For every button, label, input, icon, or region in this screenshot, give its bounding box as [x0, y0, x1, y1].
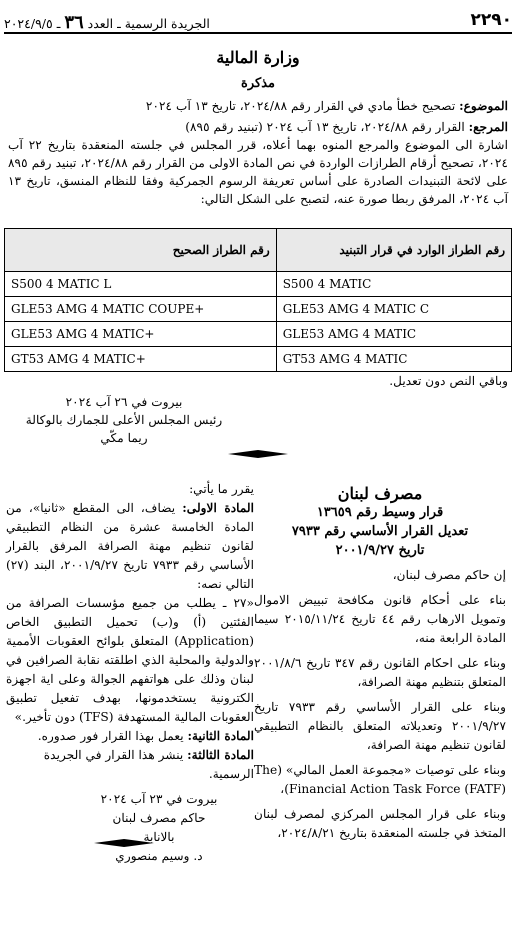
decision-number: قرار وسيط رقم ١٣٦٥٩ [316, 505, 444, 520]
subject-text: تصحيح خطأ مادي في القرار رقم ٢٠٢٤/٨٨، تاريخ ١٣ آب ٢٠٢٤ [145, 99, 456, 113]
article-2-label: المادة الثانية: [187, 729, 254, 743]
ministry-title: وزارة المالية [216, 48, 300, 67]
table-cell: GLE53 AMG 4 MATIC COUPE+ [5, 297, 277, 322]
model-correction-table [4, 228, 512, 372]
recital-item: وبناء على قرار المجلس المركزي لمصرف لبنان المتخذ في جلسته المنعقدة بتاريخ ٢٠٢٤/٨/٢١، [254, 807, 506, 840]
memo-subject [146, 98, 508, 115]
table-row [5, 322, 512, 347]
table-header-corrected: رقم الطراز الصحيح [5, 229, 277, 272]
bank-signature [64, 790, 254, 866]
article-2-text: يعمل بهذا القرار فور صدوره. [37, 729, 184, 743]
header-rule [4, 32, 512, 34]
table-cell: S500 4 MATIC L [5, 272, 277, 297]
article-3-text: ينشر هذا القرار في الجريدة الرسمية. [43, 748, 254, 781]
decides-line: يقرر ما يأتي: [189, 482, 254, 496]
memo-remainder: وباقي النص دون تعديل. [389, 374, 508, 388]
reference-text: القرار رقم ٢٠٢٤/٨٨، تاريخ ١٣ آب ٢٠٢٤ (تبنيد رقم ٨٩٥) [185, 120, 465, 134]
table-row [5, 297, 512, 322]
recital-item: وبناء على احكام القانون رقم ٣٤٧ تاريخ ٢٠٠١/٨/٦ المتعلق بتنظيم مهنة الصرافة، [254, 656, 507, 689]
ministry-signature [14, 393, 234, 447]
governor-intro: إن حاكم مصرف لبنان، [392, 568, 506, 582]
table-header-row [5, 229, 512, 272]
bank-name: مصرف لبنان [337, 484, 423, 503]
issue-date: ـ ٢٠٢٤/٩/٥ [4, 16, 61, 31]
section-separator [228, 449, 288, 459]
subject-label: الموضوع: [459, 99, 508, 113]
article-1 [6, 499, 254, 594]
signature-place-date: بيروت في ٢٣ آب ٢٠٢٤ [100, 792, 218, 806]
table-cell: GT53 AMG 4 MATIC+ [5, 347, 277, 372]
signature-title: حاكم مصرف لبنان [112, 811, 206, 825]
recital-item: وبناء على القرار الأساسي رقم ٧٩٣٣ تاريخ ٢٠٠١/٩/٢٧ وتعديلاته المتعلق بالنظام التطبيقي لقانون تنظيم مهنة الصرافة، [254, 700, 507, 752]
issue-number: ٣٦ [64, 12, 84, 33]
article-3-label: المادة الثالثة: [187, 748, 254, 762]
gazette-header-title [4, 12, 210, 33]
bank-articles-column [6, 480, 254, 866]
table-cell: GLE53 AMG 4 MATIC+ [5, 322, 277, 347]
memo-title: مذكرة [241, 76, 275, 91]
table-header-original: رقم الطراز الوارد في قرار التبنيد [276, 229, 511, 272]
signature-name: د. وسيم منصوري [115, 849, 203, 863]
signature-name: ريما مكّي [100, 431, 148, 445]
gazette-name: الجريدة الرسمية ـ العدد [87, 16, 210, 31]
page-number: ٢٢٩٠ [470, 10, 512, 30]
memo-reference [185, 119, 508, 136]
table-cell: S500 4 MATIC [276, 272, 511, 297]
article-1-quote: «٢٧ ـ يطلب من جميع مؤسسات الصرافة من الفئتين (أ) و(ب) تحميل التطبيق الخاص (Application) المتعلق بلوائح العقوبات الأممية والدولية والمحلية الذي اطلقته نقابة الصرافين في لبنان وذلك على هواتفهم الجوالة وعلى اية اجهزة الكترونية يستخدمونها، بهدف تفعيل تطبيق العقوبات المالية المستهدفة (TFS) دون تأخير.» [6, 596, 254, 724]
article-1-text: يضاف، الى المقطع «ثانيا»، من المادة الخامسة عشرة من النظام التطبيقي لقانون تنظيم مهنة الصرافة المرفق بالقرار الأساسي رقم ٧٩٣٣ تاريخ ٢٠٠١/٩/٢٧، البند (٢٧) التالي نصه: [6, 501, 255, 591]
signature-place-date: بيروت في ٢٦ آب ٢٠٢٤ [65, 395, 183, 409]
column-separator [94, 838, 154, 848]
table-cell: GLE53 AMG 4 MATIC [276, 322, 511, 347]
table-cell: GT53 AMG 4 MATIC [276, 347, 511, 372]
amendment-line: تعديل القرار الأساسي رقم ٧٩٣٣ [291, 524, 469, 539]
table-cell: GLE53 AMG 4 MATIC C [276, 297, 511, 322]
recital-item: بناء على أحكام قانون مكافحة تبييض الاموال وتمويل الارهاب رقم ٤٤ تاريخ ٢٠١٥/١١/٢٤ سيما المادة الرابعة منه، [254, 593, 506, 645]
table-row [5, 347, 512, 372]
signature-acting: بالانابة [143, 830, 175, 844]
article-1-label: المادة الاولى: [182, 501, 254, 515]
article-2 [6, 727, 254, 746]
page-header [4, 8, 512, 34]
article-3 [6, 746, 254, 784]
memo-body: اشارة الى الموضوع والمرجع المنوه بهما أعلاه، قرر المجلس في جلسته المنعقدة بتاريخ ٢٢ آب ٢٠٢٤، تصحيح أرقام الطرازات الواردة في نص المادة الاولى من القرار رقم ٢٠٢٤/٨٨، تبنيد رقم ٨٩٥ على لائحة التبنيدات الصادرة على أساس تعريفة الرسوم الجمركية وفقا للنظام المنسق، تاريخ ١٣ آب ٢٠٢٤، المرفق ربطا صورة عنه، لتصبح على الشكل التالي: [8, 138, 509, 206]
decision-date: تاريخ ٢٠٠١/٩/٢٧ [335, 543, 425, 558]
table-row [5, 272, 512, 297]
recital-item: وبناء على توصيات «مجموعة العمل المالي» (The Financial Action Task Force (FATF))، [254, 763, 506, 796]
signature-title: رئيس المجلس الأعلى للجمارك بالوكالة [25, 413, 223, 427]
reference-label: المرجع: [468, 120, 508, 134]
bank-decision-column [254, 480, 506, 843]
